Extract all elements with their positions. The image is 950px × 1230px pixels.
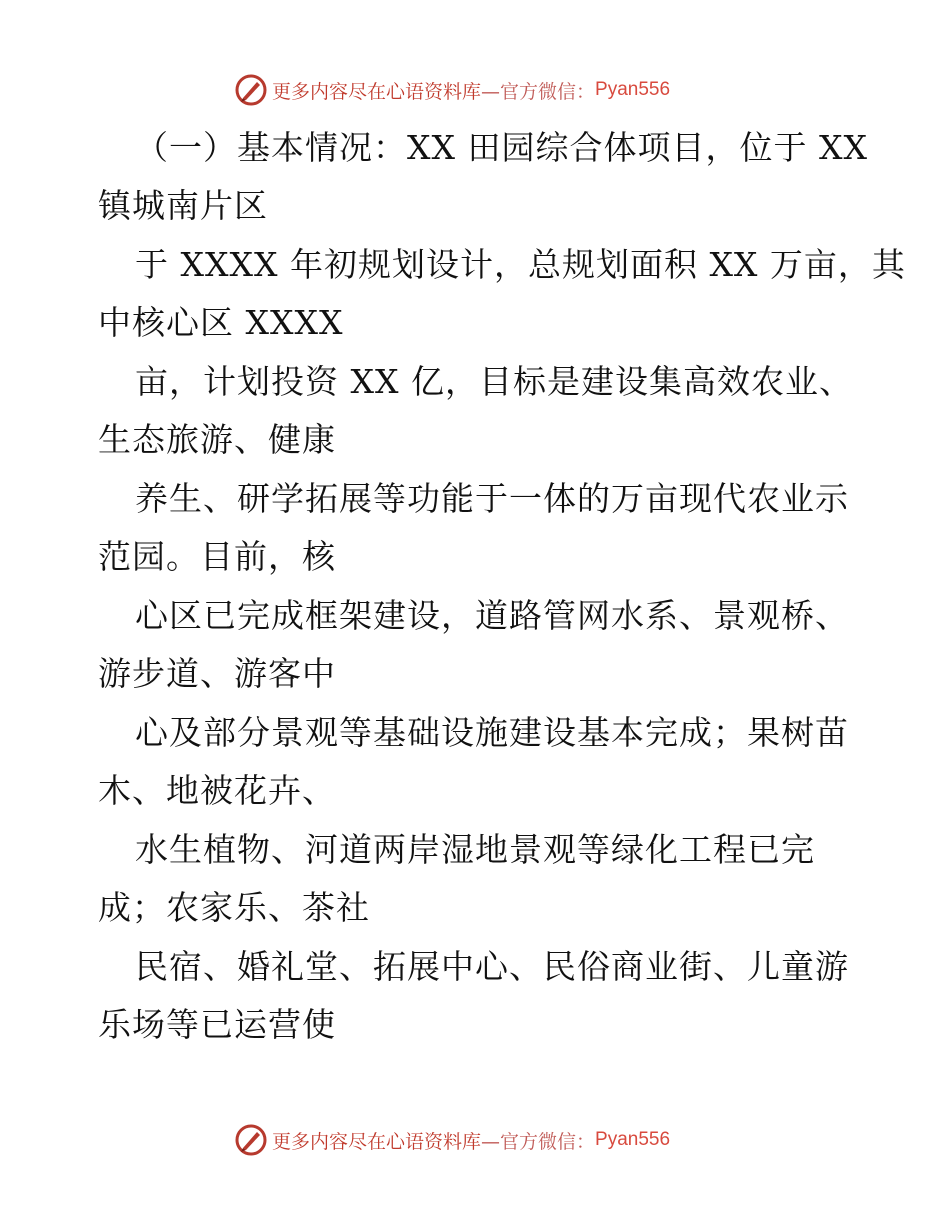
paragraph-2-line-1: 于 XXXX 年初规划设计，总规划面积 XX 万亩，其 — [135, 245, 906, 284]
paragraph-5-line-1: 心区已完成框架建设，道路管网水系、景观桥、 — [135, 596, 849, 635]
watermark-banner-top — [234, 72, 670, 108]
paragraph-7-line-2: 成；农家乐、茶社 — [98, 888, 370, 927]
banner-main-text: 更多内容尽在心语资料库 — [272, 80, 482, 103]
paragraph-3-line-1: 亩，计划投资 XX 亿，目标是建设集高效农业、 — [135, 362, 853, 401]
paragraph-1-line-1: （一）基本情况：XX 田园综合体项目，位于 XX — [135, 128, 868, 167]
banner-dash-text: —官方微信： — [481, 1130, 596, 1153]
watermark-banner-bottom — [234, 1122, 670, 1158]
paragraph-3-line-2: 生态旅游、健康 — [98, 420, 336, 459]
paragraph-8-line-2: 乐场等已运营使 — [98, 1005, 336, 1044]
pen-logo-icon — [234, 1123, 268, 1157]
banner-dash-text: —官方微信： — [481, 80, 596, 103]
pen-logo-icon — [234, 73, 268, 107]
paragraph-6-line-2: 木、地被花卉、 — [98, 771, 336, 810]
paragraph-1-line-2: 镇城南片区 — [98, 186, 268, 225]
banner-wechat-id: Pyan556 — [595, 79, 671, 100]
paragraph-4-line-2: 范园。目前，核 — [98, 537, 336, 576]
banner-main-text: 更多内容尽在心语资料库 — [272, 1130, 482, 1153]
banner-wechat-id: Pyan556 — [595, 1129, 671, 1150]
paragraph-6-line-1: 心及部分景观等基础设施建设基本完成；果树苗 — [135, 713, 849, 752]
paragraph-4-line-1: 养生、研学拓展等功能于一体的万亩现代农业示 — [135, 479, 849, 518]
paragraph-5-line-2: 游步道、游客中 — [98, 654, 336, 693]
paragraph-2-line-2: 中核心区 XXXX — [98, 303, 344, 342]
paragraph-7-line-1: 水生植物、河道两岸湿地景观等绿化工程已完 — [135, 830, 815, 869]
paragraph-8-line-1: 民宿、婚礼堂、拓展中心、民俗商业街、儿童游 — [135, 947, 849, 986]
